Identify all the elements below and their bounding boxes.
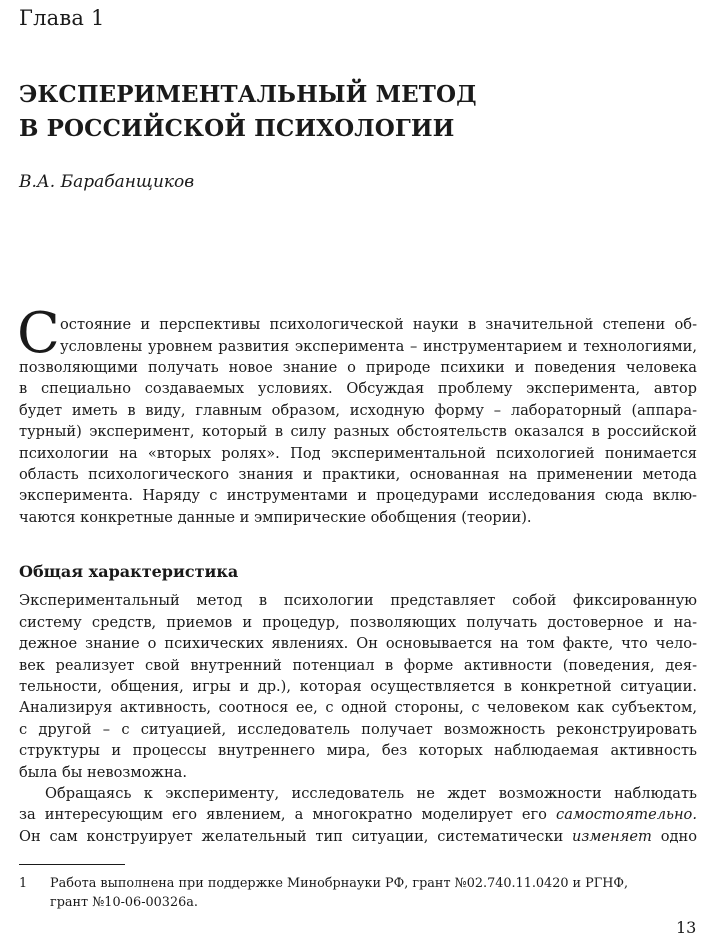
body-text: Он сам конструирует желательный тип ситуации, систематически — [19, 828, 573, 845]
intro-line: область психологического знания и практики, основанная на применении метода — [19, 466, 697, 483]
footnote-divider — [19, 864, 125, 865]
drop-cap: С — [17, 301, 60, 366]
chapter-label: Глава 1 — [19, 6, 105, 30]
body-line: дежное знание о психических явлениях. Он основывается на том факте, что чело- — [19, 635, 697, 652]
body-line: с другой – с ситуацией, исследователь получает возможность реконструировать — [19, 721, 697, 738]
page-number: 13 — [676, 918, 697, 937]
body-line: Экспериментальный метод в психологии представляет собой фиксированную — [19, 592, 697, 609]
section-heading: Общая характеристика — [19, 562, 239, 581]
intro-line: чаются конкретные данные и эмпирические обобщения (теории). — [19, 509, 532, 526]
body-line: была бы невозможна. — [19, 764, 188, 781]
body-line: Обращаясь к эксперименту, исследователь не ждет возможности наблюдать — [45, 785, 697, 802]
intro-line: эксперимента. Наряду с инструментами и процедурами исследования сюда вклю- — [19, 487, 697, 504]
intro-line: турный) эксперимент, который в силу разных обстоятельств оказался в российской — [19, 423, 697, 440]
body-line: век реализует свой внутренний потенциал в форме активности (поведения, дея- — [19, 657, 697, 674]
italic-term: самостоятельно. — [556, 806, 697, 823]
intro-line: в специально создаваемых условиях. Обсуждая проблему эксперимента, автор — [19, 380, 697, 397]
body-line: структуры и процессы внутреннего мира, без которых наблюдаемая активность — [19, 742, 697, 759]
body-line-mixed — [19, 804, 697, 825]
intro-line: условлены уровнем развития эксперимента – инструментарием и технологиями, — [60, 338, 697, 355]
intro-line: будет иметь в виду, главным образом, исходную форму – лабораторный (аппара- — [19, 402, 697, 419]
footnote-line: грант №10-06-00326а. — [50, 895, 198, 910]
body-line: тельности, общения, игры и др.), которая осуществляется в конкретной ситуации. — [19, 678, 697, 695]
intro-line: остояние и перспективы психологической науки в значительной степени об- — [60, 316, 697, 333]
author: В.А. Барабанщиков — [19, 172, 195, 192]
footnote-line: Работа выполнена при поддержке Минобрнауки РФ, грант №02.740.11.0420 и РГНФ, — [50, 876, 629, 891]
body-line: Анализируя активность, соотнося ее, с одной стороны, с человеком как субъектом, — [19, 699, 697, 716]
body-text: за интересующим его явлением, а многократно моделирует его — [19, 806, 557, 823]
title-line-1: ЭКСПЕРИМЕНТАЛЬНЫЙ МЕТОД — [19, 81, 477, 108]
title-line-2: В РОССИЙСКОЙ ПСИХОЛОГИИ — [19, 115, 455, 142]
intro-line: психологии на «вторых ролях». Под экспериментальной психологией понимается — [19, 445, 697, 462]
chapter-title — [19, 78, 699, 146]
body-text: одно — [651, 828, 697, 845]
intro-line: позволяющими получать новое знание о природе психики и поведения человека — [19, 359, 697, 376]
body-line: систему средств, приемов и процедур, позволяющих получать достоверное и на- — [19, 614, 697, 631]
body-line-mixed — [19, 826, 697, 847]
footnote-number: 1 — [19, 876, 28, 891]
italic-term: изменяет — [572, 828, 652, 845]
